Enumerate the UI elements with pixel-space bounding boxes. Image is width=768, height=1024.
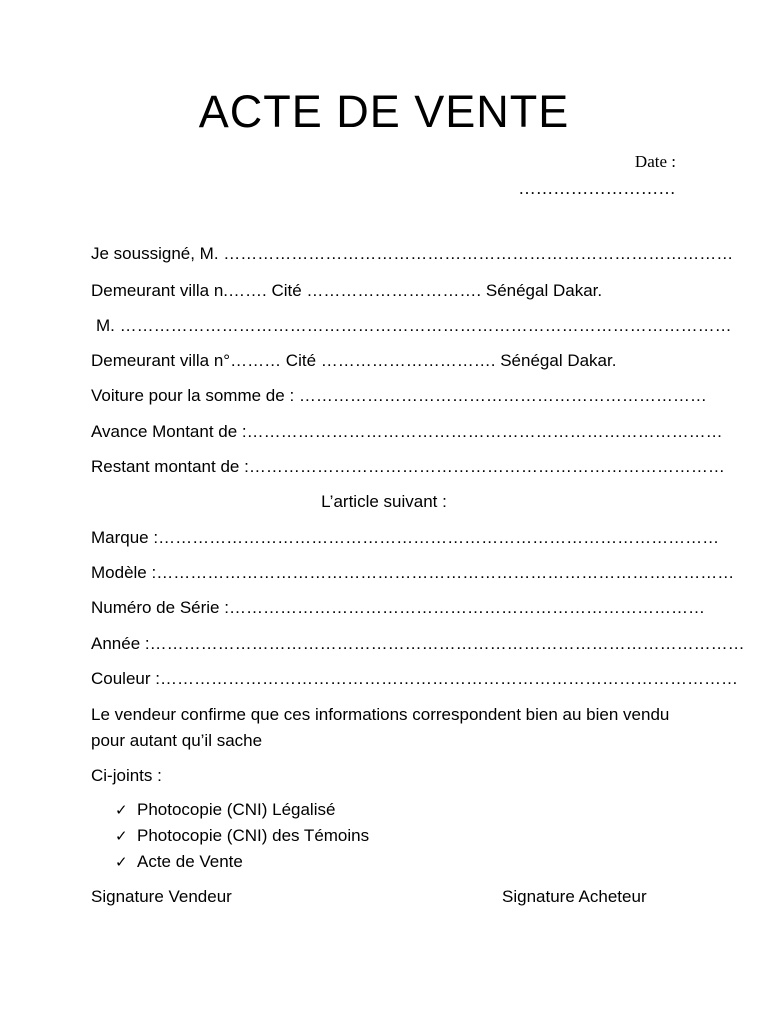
attachment-item-label: Photocopie (CNI) Légalisé	[137, 800, 336, 819]
color-line: Couleur :…………………………………………………………………………………………	[91, 669, 738, 688]
attachment-item	[115, 825, 369, 847]
seller-name-line: Je soussigné, M. ………………………………………………………………………………	[91, 244, 734, 263]
date-field: ………………………	[518, 179, 676, 198]
checkmark-icon: ✓	[115, 853, 128, 871]
attachment-item	[115, 799, 335, 821]
price-line: Voiture pour la somme de : ………………………………………………………………	[91, 386, 707, 405]
date-label: Date :	[634, 152, 676, 171]
remaining-line: Restant montant de :…………………………………………………………………………	[91, 457, 725, 476]
model-line: Modèle :…………………………………………………………………………………………	[91, 563, 735, 582]
buyer-address-line: Demeurant villa n°……… Cité …………………………. Sénégal Dakar.	[91, 351, 617, 370]
buyer-signature-label: Signature Acheteur	[502, 887, 647, 906]
checkmark-icon: ✓	[115, 801, 128, 819]
confirmation-paragraph: Le vendeur confirme que ces informations correspondent bien au bien vendu pour autant qu’il sache	[91, 705, 670, 750]
attachment-item-label: Photocopie (CNI) des Témoins	[137, 826, 370, 845]
seller-address-line: Demeurant villa n.……. Cité …………………………. Sénégal Dakar.	[91, 281, 603, 300]
attachment-item	[115, 851, 243, 873]
serial-number-line: Numéro de Série :…………………………………………………………………………	[91, 598, 705, 617]
buyer-name-line: M. ………………………………………………………………………………………………	[96, 316, 732, 335]
article-heading: L’article suivant :	[321, 492, 447, 511]
attachments-heading: Ci-joints :	[91, 766, 162, 785]
checkmark-icon: ✓	[115, 827, 128, 845]
seller-signature-label: Signature Vendeur	[91, 887, 232, 906]
brand-line: Marque :………………………………………………………………………………………	[91, 528, 720, 547]
advance-line: Avance Montant de :…………………………………………………………………………	[91, 422, 723, 441]
attachment-item-label: Acte de Vente	[137, 852, 243, 871]
document-title: ACTE DE VENTE	[198, 86, 570, 137]
year-line: Année :……………………………………………………………………………………………	[91, 634, 745, 653]
